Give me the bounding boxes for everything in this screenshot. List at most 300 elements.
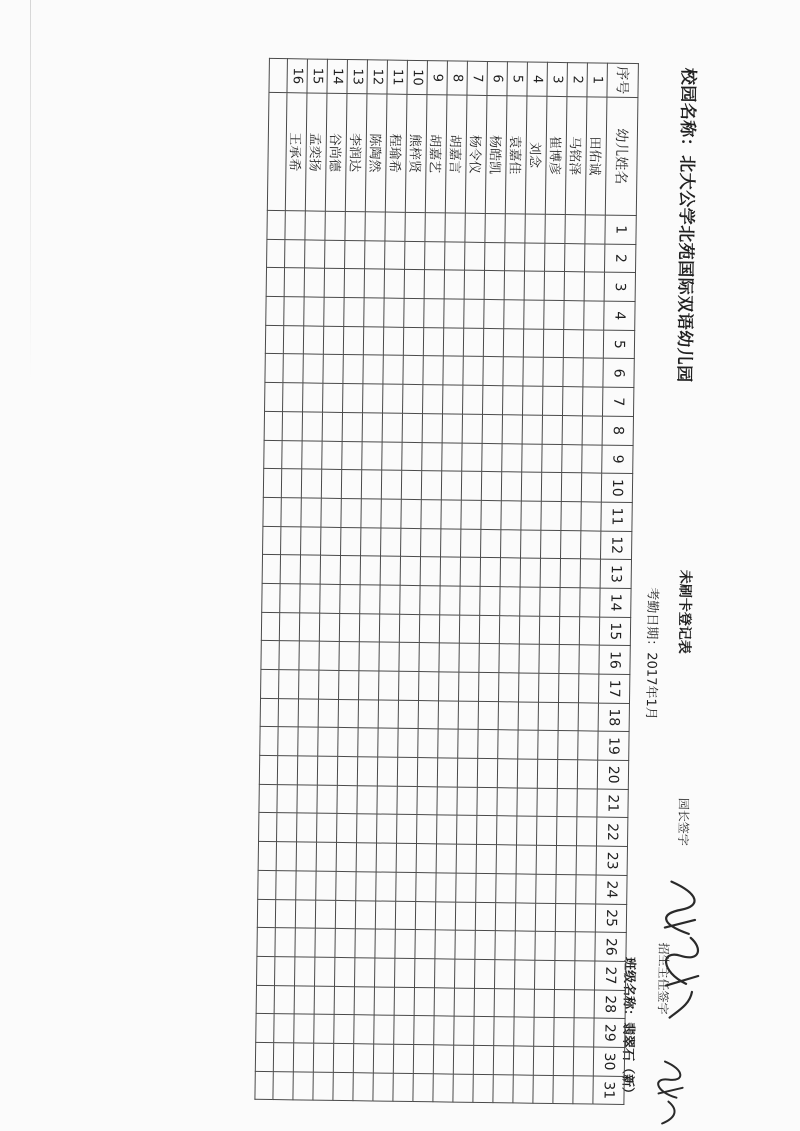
attendance-cell[interactable] [401,470,421,499]
attendance-cell[interactable] [374,987,394,1016]
attendance-cell[interactable] [376,872,396,901]
attendance-cell[interactable] [478,701,498,730]
attendance-cell[interactable] [284,297,304,326]
attendance-cell[interactable] [278,727,298,756]
attendance-cell[interactable] [381,470,401,499]
attendance-cell[interactable] [555,903,575,932]
attendance-cell[interactable] [482,443,502,472]
attendance-cell[interactable] [358,699,378,728]
attendance-cell[interactable] [317,814,337,843]
attendance-cell[interactable] [277,813,297,842]
attendance-cell[interactable] [395,958,415,987]
attendance-cell[interactable] [465,213,485,242]
attendance-cell[interactable] [304,268,324,297]
attendance-cell[interactable] [282,440,302,469]
attendance-cell[interactable] [361,527,381,556]
attendance-cell[interactable] [343,384,363,413]
attendance-cell[interactable] [279,641,299,670]
attendance-cell[interactable] [520,530,540,559]
attendance-cell[interactable] [436,844,456,873]
attendance-cell[interactable] [277,756,297,785]
attendance-cell[interactable] [324,297,344,326]
attendance-cell[interactable] [434,959,454,988]
attendance-cell[interactable] [423,385,443,414]
attendance-cell[interactable] [535,931,555,960]
attendance-cell[interactable] [359,671,379,700]
attendance-cell[interactable] [462,414,482,443]
attendance-cell[interactable] [318,699,338,728]
attendance-cell[interactable] [574,989,594,1018]
attendance-cell[interactable] [322,412,342,441]
attendance-cell[interactable] [463,385,483,414]
attendance-cell[interactable] [553,1046,573,1075]
attendance-cell[interactable] [298,727,318,756]
attendance-cell[interactable] [362,441,382,470]
attendance-cell[interactable] [521,501,541,530]
attendance-cell[interactable] [416,872,436,901]
attendance-cell[interactable] [460,586,480,615]
attendance-cell[interactable] [364,269,384,298]
attendance-cell[interactable] [505,242,525,271]
attendance-cell[interactable] [502,415,522,444]
attendance-cell[interactable] [497,787,517,816]
attendance-cell[interactable] [424,270,444,299]
attendance-cell[interactable] [359,613,379,642]
attendance-cell[interactable] [298,699,318,728]
attendance-cell[interactable] [524,271,544,300]
attendance-cell[interactable] [439,614,459,643]
attendance-cell[interactable] [483,328,503,357]
attendance-cell[interactable] [541,501,561,530]
attendance-cell[interactable] [379,614,399,643]
attendance-cell[interactable] [422,413,442,442]
attendance-cell[interactable] [399,614,419,643]
attendance-cell[interactable] [384,298,404,327]
attendance-cell[interactable] [319,670,339,699]
attendance-cell[interactable] [321,498,341,527]
attendance-cell[interactable] [440,557,460,586]
attendance-cell[interactable] [422,442,442,471]
attendance-cell[interactable] [402,413,422,442]
attendance-cell[interactable] [538,702,558,731]
attendance-cell[interactable] [301,469,321,498]
attendance-cell[interactable] [576,846,596,875]
attendance-cell[interactable] [558,674,578,703]
attendance-cell[interactable] [417,815,437,844]
attendance-cell[interactable] [498,701,518,730]
attendance-cell[interactable] [334,1015,354,1044]
attendance-cell[interactable] [300,555,320,584]
attendance-cell[interactable] [355,958,375,987]
attendance-cell[interactable] [315,957,335,986]
attendance-cell[interactable] [305,240,325,269]
attendance-cell[interactable] [494,1017,514,1046]
attendance-cell[interactable] [316,842,336,871]
attendance-cell[interactable] [394,987,414,1016]
attendance-cell[interactable] [314,986,334,1015]
attendance-cell[interactable] [402,442,422,471]
attendance-cell[interactable] [295,928,315,957]
attendance-cell[interactable] [297,813,317,842]
attendance-cell[interactable] [424,299,444,328]
attendance-cell[interactable] [578,702,598,731]
attendance-cell[interactable] [382,442,402,471]
attendance-cell[interactable] [293,1071,313,1100]
attendance-cell[interactable] [459,643,479,672]
attendance-cell[interactable] [339,670,359,699]
attendance-cell[interactable] [415,901,435,930]
attendance-cell[interactable] [461,500,481,529]
attendance-cell[interactable] [534,1017,554,1046]
attendance-cell[interactable] [423,356,443,385]
attendance-cell[interactable] [322,441,342,470]
attendance-cell[interactable] [495,902,515,931]
attendance-cell[interactable] [476,873,496,902]
attendance-cell[interactable] [438,701,458,730]
attendance-cell[interactable] [439,672,459,701]
attendance-cell[interactable] [503,357,523,386]
attendance-cell[interactable] [325,240,345,269]
attendance-cell[interactable] [378,728,398,757]
attendance-cell[interactable] [460,557,480,586]
attendance-cell[interactable] [563,329,583,358]
attendance-cell[interactable] [276,870,296,899]
attendance-cell[interactable] [358,728,378,757]
attendance-cell[interactable] [421,499,441,528]
attendance-cell[interactable] [433,1073,453,1102]
attendance-cell[interactable] [523,357,543,386]
attendance-cell[interactable] [325,211,345,240]
attendance-cell[interactable] [397,757,417,786]
attendance-cell[interactable] [414,987,434,1016]
attendance-cell[interactable] [560,530,580,559]
attendance-cell[interactable] [556,846,576,875]
attendance-cell[interactable] [577,789,597,818]
attendance-cell[interactable] [304,297,324,326]
attendance-cell[interactable] [363,384,383,413]
attendance-cell[interactable] [417,758,437,787]
attendance-cell[interactable] [315,928,335,957]
attendance-cell[interactable] [279,612,299,641]
attendance-cell[interactable] [343,355,363,384]
attendance-cell[interactable] [373,1044,393,1073]
attendance-cell[interactable] [493,1046,513,1075]
attendance-cell[interactable] [517,759,537,788]
attendance-cell[interactable] [453,1045,473,1074]
attendance-cell[interactable] [383,327,403,356]
attendance-cell[interactable] [320,584,340,613]
attendance-cell[interactable] [483,386,503,415]
attendance-cell[interactable] [484,271,504,300]
attendance-cell[interactable] [557,760,577,789]
attendance-cell[interactable] [393,1073,413,1102]
attendance-cell[interactable] [283,354,303,383]
attendance-cell[interactable] [404,270,424,299]
attendance-cell[interactable] [295,899,315,928]
attendance-cell[interactable] [443,356,463,385]
attendance-cell[interactable] [537,788,557,817]
attendance-cell[interactable] [500,587,520,616]
attendance-cell[interactable] [297,785,317,814]
attendance-cell[interactable] [314,1014,334,1043]
attendance-cell[interactable] [539,616,559,645]
attendance-cell[interactable] [540,559,560,588]
attendance-cell[interactable] [425,241,445,270]
attendance-cell[interactable] [554,1018,574,1047]
attendance-cell[interactable] [361,470,381,499]
attendance-cell[interactable] [396,872,416,901]
attendance-cell[interactable] [516,816,536,845]
attendance-cell[interactable] [281,498,301,527]
attendance-cell[interactable] [479,615,499,644]
attendance-cell[interactable] [554,960,574,989]
attendance-cell[interactable] [293,1043,313,1072]
attendance-cell[interactable] [344,298,364,327]
attendance-cell[interactable] [576,817,596,846]
attendance-cell[interactable] [461,529,481,558]
attendance-cell[interactable] [441,528,461,557]
attendance-cell[interactable] [481,500,501,529]
attendance-cell[interactable] [321,527,341,556]
attendance-cell[interactable] [377,757,397,786]
attendance-cell[interactable] [521,472,541,501]
attendance-cell[interactable] [582,416,602,445]
attendance-cell[interactable] [275,899,295,928]
attendance-cell[interactable] [576,875,596,904]
attendance-cell[interactable] [478,730,498,759]
attendance-cell[interactable] [376,843,396,872]
attendance-cell[interactable] [541,472,561,501]
attendance-cell[interactable] [516,845,536,874]
attendance-cell[interactable] [578,674,598,703]
attendance-cell[interactable] [336,871,356,900]
attendance-cell[interactable] [339,642,359,671]
attendance-cell[interactable] [300,584,320,613]
attendance-cell[interactable] [302,412,322,441]
attendance-cell[interactable] [582,444,602,473]
attendance-cell[interactable] [519,616,539,645]
attendance-cell[interactable] [419,672,439,701]
attendance-cell[interactable] [404,298,424,327]
attendance-cell[interactable] [573,1047,593,1076]
attendance-cell[interactable] [494,960,514,989]
attendance-cell[interactable] [522,415,542,444]
attendance-cell[interactable] [319,613,339,642]
attendance-cell[interactable] [580,559,600,588]
attendance-cell[interactable] [479,644,499,673]
attendance-cell[interactable] [394,1016,414,1045]
attendance-cell[interactable] [275,928,295,957]
attendance-cell[interactable] [434,987,454,1016]
attendance-cell[interactable] [324,269,344,298]
attendance-cell[interactable] [416,844,436,873]
attendance-cell[interactable] [323,326,343,355]
attendance-cell[interactable] [517,788,537,817]
attendance-cell[interactable] [275,956,295,985]
attendance-cell[interactable] [523,386,543,415]
attendance-cell[interactable] [377,814,397,843]
attendance-cell[interactable] [373,1073,393,1102]
attendance-cell[interactable] [380,556,400,585]
attendance-cell[interactable] [273,1043,293,1072]
attendance-cell[interactable] [459,672,479,701]
attendance-cell[interactable] [463,328,483,357]
attendance-cell[interactable] [400,557,420,586]
attendance-cell[interactable] [560,587,580,616]
attendance-cell[interactable] [435,901,455,930]
attendance-cell[interactable] [421,471,441,500]
attendance-cell[interactable] [496,873,516,902]
attendance-cell[interactable] [339,613,359,642]
attendance-cell[interactable] [518,702,538,731]
attendance-cell[interactable] [514,1017,534,1046]
attendance-cell[interactable] [456,816,476,845]
attendance-cell[interactable] [442,414,462,443]
attendance-cell[interactable] [323,383,343,412]
attendance-cell[interactable] [380,585,400,614]
attendance-cell[interactable] [355,900,375,929]
attendance-cell[interactable] [341,498,361,527]
attendance-cell[interactable] [474,959,494,988]
attendance-cell[interactable] [575,932,595,961]
attendance-cell[interactable] [398,700,418,729]
attendance-cell[interactable] [401,528,421,557]
attendance-cell[interactable] [399,643,419,672]
attendance-cell[interactable] [580,588,600,617]
attendance-cell[interactable] [525,243,545,272]
attendance-cell[interactable] [560,559,580,588]
attendance-cell[interactable] [579,616,599,645]
attendance-cell[interactable] [483,357,503,386]
attendance-cell[interactable] [473,1045,493,1074]
attendance-cell[interactable] [501,472,521,501]
attendance-cell[interactable] [276,842,296,871]
attendance-cell[interactable] [558,731,578,760]
attendance-cell[interactable] [564,243,584,272]
attendance-cell[interactable] [442,442,462,471]
attendance-cell[interactable] [459,615,479,644]
attendance-cell[interactable] [458,701,478,730]
attendance-cell[interactable] [337,814,357,843]
attendance-cell[interactable] [544,300,564,329]
attendance-cell[interactable] [545,243,565,272]
attendance-cell[interactable] [438,729,458,758]
attendance-cell[interactable] [579,645,599,674]
attendance-cell[interactable] [502,443,522,472]
attendance-cell[interactable] [356,843,376,872]
attendance-cell[interactable] [554,989,574,1018]
attendance-cell[interactable] [474,988,494,1017]
attendance-cell[interactable] [398,729,418,758]
attendance-cell[interactable] [456,873,476,902]
attendance-cell[interactable] [360,585,380,614]
attendance-cell[interactable] [457,787,477,816]
attendance-cell[interactable] [585,215,605,244]
attendance-cell[interactable] [338,728,358,757]
attendance-cell[interactable] [436,873,456,902]
attendance-cell[interactable] [294,985,314,1014]
attendance-cell[interactable] [399,671,419,700]
attendance-cell[interactable] [519,644,539,673]
attendance-cell[interactable] [556,817,576,846]
attendance-cell[interactable] [562,415,582,444]
attendance-cell[interactable] [461,471,481,500]
attendance-cell[interactable] [374,1015,394,1044]
attendance-cell[interactable] [584,244,604,273]
attendance-cell[interactable] [580,530,600,559]
attendance-cell[interactable] [556,874,576,903]
attendance-cell[interactable] [480,586,500,615]
attendance-cell[interactable] [444,299,464,328]
attendance-cell[interactable] [542,444,562,473]
attendance-cell[interactable] [565,215,585,244]
attendance-cell[interactable] [439,643,459,672]
attendance-cell[interactable] [481,529,501,558]
attendance-cell[interactable] [365,212,385,241]
attendance-cell[interactable] [294,1014,314,1043]
attendance-cell[interactable] [500,558,520,587]
attendance-cell[interactable] [281,526,301,555]
attendance-cell[interactable] [497,759,517,788]
attendance-cell[interactable] [496,845,516,874]
attendance-cell[interactable] [420,586,440,615]
attendance-cell[interactable] [454,988,474,1017]
attendance-cell[interactable] [440,586,460,615]
attendance-cell[interactable] [315,900,335,929]
attendance-cell[interactable] [559,645,579,674]
attendance-cell[interactable] [513,1075,533,1104]
attendance-cell[interactable] [441,471,461,500]
attendance-cell[interactable] [581,502,601,531]
attendance-cell[interactable] [342,412,362,441]
attendance-cell[interactable] [413,1044,433,1073]
attendance-cell[interactable] [555,932,575,961]
attendance-cell[interactable] [515,931,535,960]
attendance-cell[interactable] [485,213,505,242]
attendance-cell[interactable] [533,1046,553,1075]
attendance-cell[interactable] [475,902,495,931]
attendance-cell[interactable] [400,585,420,614]
attendance-cell[interactable] [375,958,395,987]
attendance-cell[interactable] [395,901,415,930]
attendance-cell[interactable] [343,326,363,355]
attendance-cell[interactable] [418,700,438,729]
attendance-cell[interactable] [316,871,336,900]
attendance-cell[interactable] [435,930,455,959]
attendance-cell[interactable] [542,386,562,415]
attendance-cell[interactable] [455,902,475,931]
attendance-cell[interactable] [301,498,321,527]
attendance-cell[interactable] [281,469,301,498]
attendance-cell[interactable] [385,212,405,241]
attendance-cell[interactable] [375,900,395,929]
attendance-cell[interactable] [499,615,519,644]
attendance-cell[interactable] [299,641,319,670]
attendance-cell[interactable] [317,756,337,785]
attendance-cell[interactable] [285,239,305,268]
attendance-cell[interactable] [277,784,297,813]
attendance-cell[interactable] [534,960,554,989]
attendance-cell[interactable] [333,1072,353,1101]
attendance-cell[interactable] [524,300,544,329]
attendance-cell[interactable] [504,300,524,329]
attendance-cell[interactable] [574,1018,594,1047]
attendance-cell[interactable] [303,383,323,412]
attendance-cell[interactable] [520,558,540,587]
attendance-cell[interactable] [557,788,577,817]
attendance-cell[interactable] [320,555,340,584]
attendance-cell[interactable] [522,443,542,472]
